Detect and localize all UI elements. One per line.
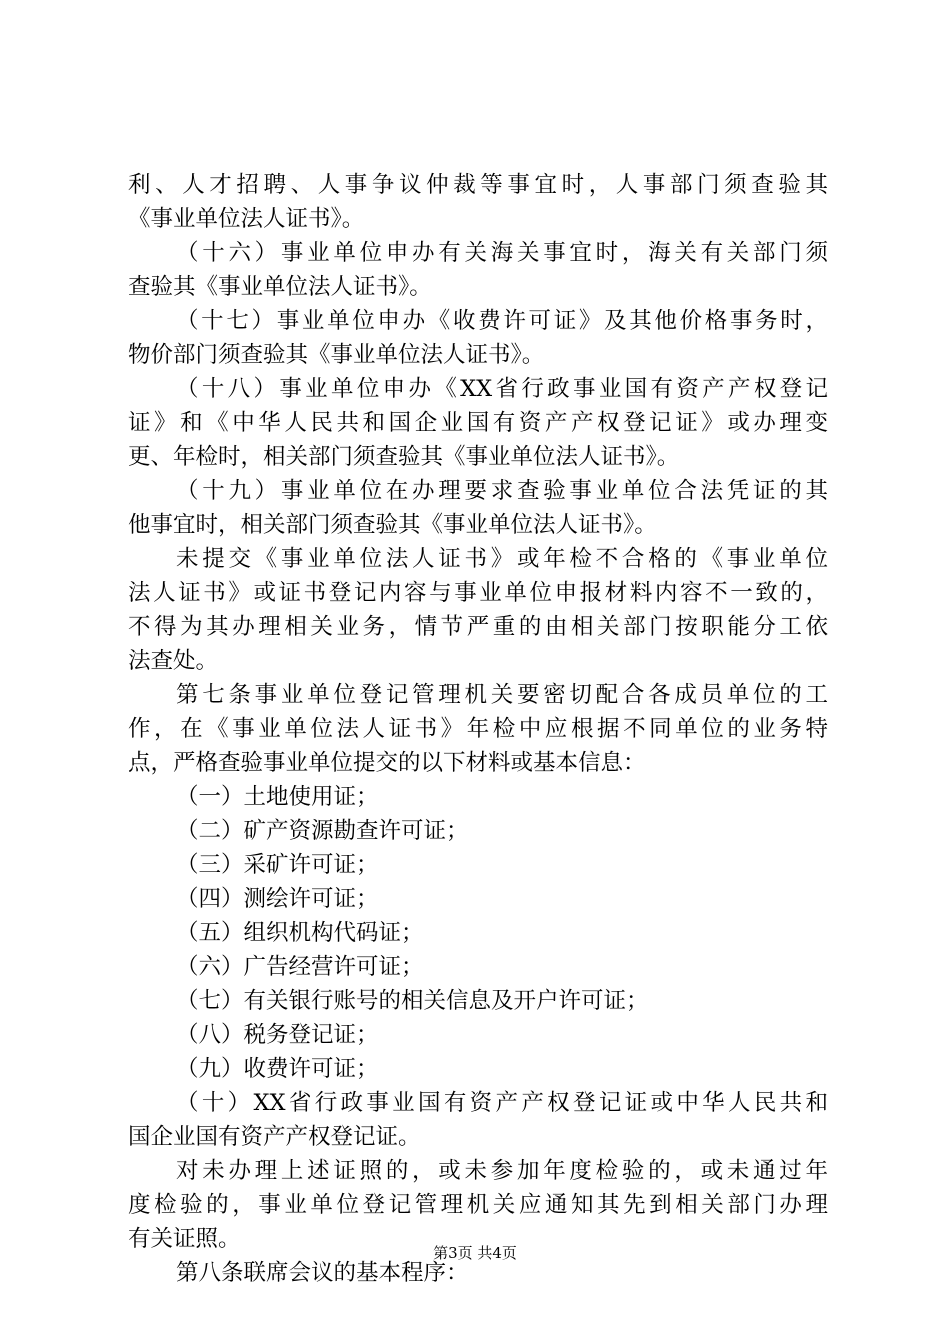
paragraph-line: 不得为其办理相关业务，情节严重的由相关部门按职能分工依 [128,614,828,640]
paragraph-line: 对未办理上述证照的，或未参加年度检验的，或未通过年 [176,1158,828,1184]
paragraph-line: 有关证照。 [128,1226,241,1252]
paragraph-line: （十九）事业单位在办理要求查验事业单位合法凭证的其 [176,478,828,504]
paragraph-line: （八）税务登记证； [176,1022,379,1048]
paragraph-line: （七）有关银行账号的相关信息及开户许可证； [176,988,649,1014]
paragraph-line: （十）XX省行政事业国有资产产权登记证或中华人民共和 [176,1090,828,1116]
paragraph-line: 第八条联席会议的基本程序： [176,1260,469,1286]
paragraph-line: 法人证书》或证书登记内容与事业单位申报材料内容不一致的， [128,580,828,606]
paragraph-line: 他事宜时，相关部门须查验其《事业单位法人证书》。 [128,512,657,538]
paragraph-line: （六）广告经营许可证； [176,954,424,980]
paragraph-line: （三）采矿许可证； [176,852,379,878]
paragraph-line: 物价部门须查验其《事业单位法人证书》。 [128,342,545,368]
paragraph-line: （十六）事业单位申办有关海关事宜时，海关有关部门须 [176,240,828,266]
paragraph-line: 更、年检时，相关部门须查验其《事业单位法人证书》。 [128,444,680,470]
paragraph-line: 《事业单位法人证书》。 [128,206,365,232]
paragraph-line: 第七条事业单位登记管理机关要密切配合各成员单位的工 [176,682,828,708]
paragraph-line: 国企业国有资产产权登记证。 [128,1124,421,1150]
paragraph-line: 法查处。 [128,648,219,674]
paragraph-line: （十八）事业单位申办《XX省行政事业国有资产产权登记 [176,376,828,402]
page-footer: 第3页 共4页 [433,1244,517,1262]
paragraph-line: （十七）事业单位申办《收费许可证》及其他价格事务时， [176,308,828,334]
paragraph-line: （九）收费许可证； [176,1056,379,1082]
paragraph-line: （一）土地使用证； [176,784,379,810]
paragraph-line: （二）矿产资源勘查许可证； [176,818,469,844]
paragraph-line: 度检验的，事业单位登记管理机关应通知其先到相关部门办理 [128,1192,828,1218]
paragraph-line: 作，在《事业单位法人证书》年检中应根据不同单位的业务特 [128,716,828,742]
paragraph-line: （四）测绘许可证； [176,886,379,912]
paragraph-line: 证》和《中华人民共和国企业国有资产产权登记证》或办理变 [128,410,828,436]
paragraph-line: （五）组织机构代码证； [176,920,424,946]
document-body [128,168,828,1290]
paragraph-line: 查验其《事业单位法人证书》。 [128,274,432,300]
paragraph-line: 利、人才招聘、人事争议仲裁等事宜时，人事部门须查验其 [128,172,828,198]
paragraph-line: 未提交《事业单位法人证书》或年检不合格的《事业单位 [176,546,828,572]
paragraph-line: 点，严格查验事业单位提交的以下材料或基本信息： [128,750,646,776]
